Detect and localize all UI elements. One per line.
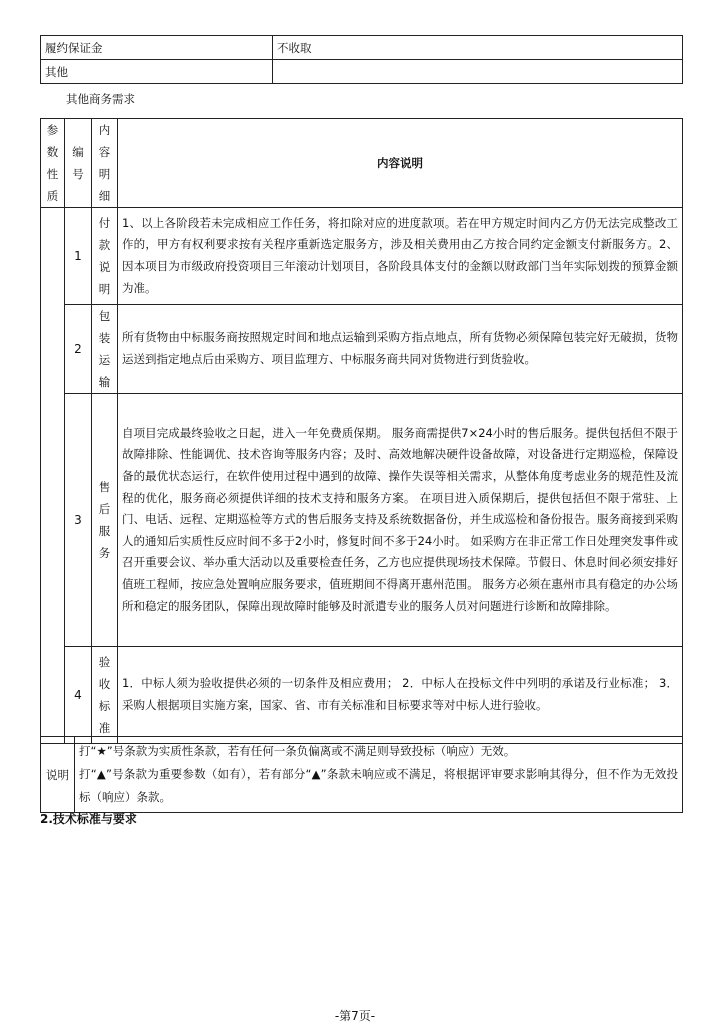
note-star: 打“★”号条款为实质性条款，若有任何一条负偏离或不满足则导致投标（响应）无效。 [79,744,516,758]
table-row [41,394,683,647]
row-content: 自项目完成最终验收之日起，进入一年免费质保期。 服务商需提供7×24小时的售后服务。提供包括但不限于故障排除、性能调优、技术咨询等服务内容；及时、高效地解决硬件设备故障，对设备进行定期巡检，保障设备的最优状态运行，在软件使用过程中遇到的故障、操作失误等相关需求，从整体角度考虑业务的规范性及流程的优化，服务商必须提供详细的技术支持和服务方案。 在项目进入质保期后，提供包括但不限于常驻、上门、电话、远程、定期巡检等方式的售后服务支持及系统数据备份，并生成巡检和备份报告。服务商接到采购人的通知后实质性反应时间不多于2小时，修复时间不多于24小时。 如采购方在非正常工作日处理突发事件或召开重要会议、举办重大活动以及重要检查任务，乙方也应提供现场技术保障。节假日、休息时间必须安排好值班工程师，按应急处置响应服务要求，值班期间不得离开惠州范围。 服务方必须在惠州市具有稳定的办公场所和稳定的服务团队，保障出现故障时能够及时派遣专业的服务人员对问题进行诊断和故障排除。 [118,394,683,647]
row-content: 所有货物由中标服务商按照规定时间和地点运输到采购方指点地点，所有货物必须保障包装完好无破损，货物运送到指定地点后由采购方、项目监理方、中标服务商共同对货物进行到货验收。 [118,305,683,394]
row-detail: 验收标准 [92,647,118,744]
section-heading: 2.技术标准与要求 [40,812,137,826]
table-row [41,737,683,813]
row-content: 1．中标人须为验收提供必须的一切条件及相应费用； 2．中标人在投标文件中列明的承诺及行业标准； 3．采购人根据项目实施方案，国家、省、市有关标准和目标要求等对中标人进行验收。 [118,647,683,744]
row-label: 其他 [41,60,273,84]
row-number: 1 [65,208,92,305]
header-number: 编号 [65,119,92,208]
row-content: 1、以上各阶段若未完成相应工作任务，将扣除对应的进度款项。若在甲方规定时间内乙方仍无法完成整改工作的，甲方有权利要求按有关程序重新选定服务方，涉及相关费用由乙方按合同约定金额支付新服务方。2、因本项目为市级政府投资项目三年滚动计划项目，各阶段具体支付的金额以财政部门当年实际划拨的预算金额为准。 [118,208,683,305]
row-detail: 售后服务 [92,394,118,647]
row-value: 不收取 [273,36,683,60]
header-nature: 参数性质 [41,119,65,208]
notes-table [40,736,683,813]
header-row [41,119,683,208]
table-row [41,647,683,744]
table-row [41,60,683,84]
page-number: -第7页- [334,1009,376,1023]
header-description: 内容说明 [118,119,683,208]
business-requirements-table [40,118,683,744]
row-number: 4 [65,647,92,744]
note-triangle: 打“▲”号条款为重要参数（如有），若有部分“▲”条款未响应或不满足，将根据评审要求影响其得分，但不作为无效投标（响应）条款。 [79,767,678,804]
notes-label: 说明 [41,737,75,813]
header-detail: 内容明细 [92,119,118,208]
row-label: 履约保证金 [41,36,273,60]
row-detail: 付款说明 [92,208,118,305]
row-detail: 包装运输 [92,305,118,394]
nature-cell [41,208,65,744]
row-number: 3 [65,394,92,647]
table-row [41,36,683,60]
fee-table [40,35,683,84]
row-value [273,60,683,84]
table-row [41,305,683,394]
table-row [41,208,683,305]
row-number: 2 [65,305,92,394]
section-label: 其他商务需求 [66,92,135,106]
notes-content [75,737,683,813]
